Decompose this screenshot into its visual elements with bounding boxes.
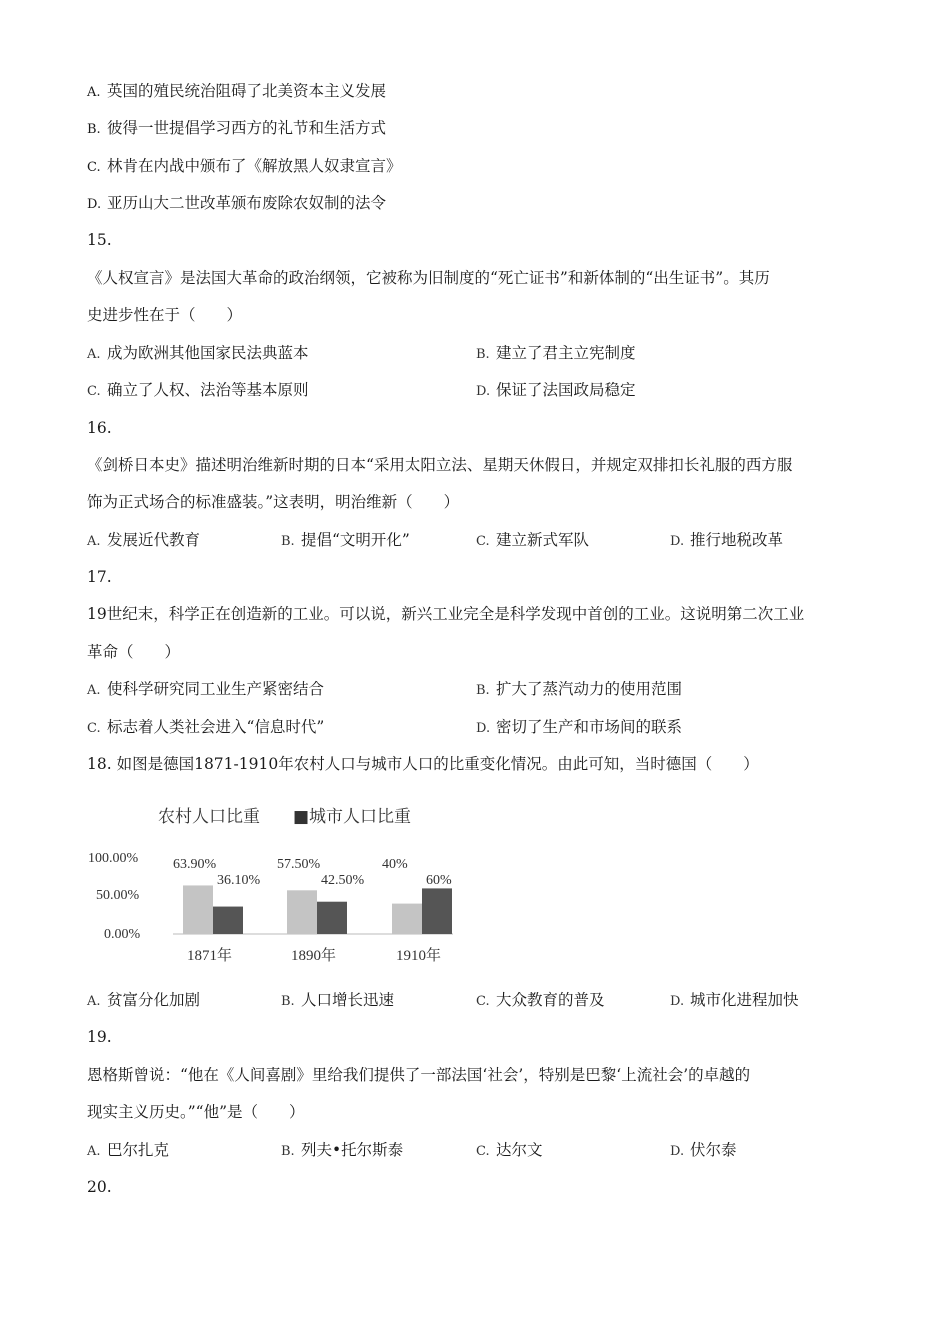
option-letter: B. bbox=[476, 683, 490, 698]
q19-option-b[interactable] bbox=[281, 1139, 403, 1163]
option-letter: B. bbox=[476, 347, 490, 362]
option-letter: C. bbox=[87, 721, 101, 736]
q17-stem-line1: 19世纪末，科学正在创造新的工业。可以说，新兴工业完全是科学发现中首创的工业。这说明第二次工业 bbox=[87, 605, 805, 623]
option-text: 列夫•托尔斯泰 bbox=[301, 1141, 404, 1159]
data-label-rural-1: 57.50% bbox=[277, 857, 321, 872]
population-chart bbox=[88, 798, 468, 970]
bar-rural-1 bbox=[287, 890, 317, 934]
q20-number: 20. bbox=[87, 1178, 112, 1196]
option-text: 建立新式军队 bbox=[496, 531, 590, 549]
category-label-2: 1910年 bbox=[396, 948, 442, 964]
legend-rural: 农村人口比重 bbox=[158, 807, 260, 827]
category-label-0: 1871年 bbox=[187, 948, 233, 964]
option-letter: B. bbox=[87, 122, 101, 137]
option-letter: A. bbox=[87, 1144, 101, 1159]
q16-option-a[interactable] bbox=[87, 529, 200, 553]
q19-option-d[interactable] bbox=[670, 1139, 737, 1163]
q17-option-a[interactable] bbox=[87, 678, 324, 702]
q19-stem-line1: 恩格斯曾说：“他在《人间喜剧》里给我们提供了一部法国‘社会’，特别是巴黎‘上流社会’的卓越的 bbox=[87, 1066, 751, 1084]
q16-option-b[interactable] bbox=[281, 529, 410, 553]
q15-option-a[interactable] bbox=[87, 342, 309, 366]
q15-option-b[interactable] bbox=[476, 342, 636, 366]
option-letter: D. bbox=[670, 1144, 685, 1159]
data-label-urban-0: 36.10% bbox=[217, 873, 261, 888]
q15-stem-line1: 《人权宣言》是法国大革命的政治纲领，它被称为旧制度的“死亡证书”和新体制的“出生证书”。其历 bbox=[87, 269, 770, 287]
q17-number: 17. bbox=[87, 568, 112, 586]
option-text: 密切了生产和市场间的联系 bbox=[496, 718, 683, 736]
q16-option-c[interactable] bbox=[476, 529, 589, 553]
option-text: 提倡“文明开化” bbox=[301, 531, 410, 549]
data-label-rural-0: 63.90% bbox=[173, 857, 217, 872]
option-letter: D. bbox=[476, 721, 491, 736]
option-text: 林肯在内战中颁布了《解放黑人奴隶宣言》 bbox=[107, 157, 402, 175]
option-text: 达尔文 bbox=[496, 1141, 543, 1159]
q18-stem: 18. 如图是德国1871-1910年农村人口与城市人口的比重变化情况。由此可知，当时德国（ ） bbox=[87, 755, 759, 773]
option-letter: B. bbox=[281, 534, 295, 549]
option-letter: C. bbox=[476, 534, 490, 549]
y-tick-100: 100.00% bbox=[88, 851, 139, 866]
option-letter: D. bbox=[670, 534, 685, 549]
option-text: 城市化进程加快 bbox=[690, 991, 799, 1009]
q16-stem-line1: 《剑桥日本史》描述明治维新时期的日本“采用太阳立法、星期天休假日，并规定双排扣长礼服的西方服 bbox=[87, 456, 793, 474]
data-label-urban-2: 60% bbox=[426, 873, 452, 888]
q14-option-d[interactable] bbox=[87, 192, 386, 216]
q19-option-c[interactable] bbox=[476, 1139, 543, 1163]
q14-option-a[interactable] bbox=[87, 80, 386, 104]
option-letter: D. bbox=[670, 994, 685, 1009]
option-text: 推行地税改革 bbox=[690, 531, 784, 549]
q17-option-d[interactable] bbox=[476, 716, 682, 740]
q14-option-b[interactable] bbox=[87, 117, 386, 141]
q18-option-d[interactable] bbox=[670, 989, 799, 1013]
q15-number: 15. bbox=[87, 231, 112, 249]
bar-urban-1 bbox=[317, 902, 347, 934]
option-letter: B. bbox=[281, 994, 295, 1009]
option-text: 保证了法国政局稳定 bbox=[496, 381, 636, 399]
option-text: 确立了人权、法治等基本原则 bbox=[107, 381, 309, 399]
option-text: 彼得一世提倡学习西方的礼节和生活方式 bbox=[107, 119, 387, 137]
q18-option-a[interactable] bbox=[87, 989, 200, 1013]
q15-stem-line2: 史进步性在于（ ） bbox=[87, 306, 243, 324]
option-letter: C. bbox=[87, 160, 101, 175]
q17-option-c[interactable] bbox=[87, 716, 324, 740]
q17-stem-line2: 革命（ ） bbox=[87, 643, 181, 661]
option-letter: A. bbox=[87, 683, 101, 698]
option-text: 标志着人类社会进入“信息时代” bbox=[107, 718, 325, 736]
option-text: 成为欧洲其他国家民法典蓝本 bbox=[107, 344, 309, 362]
q19-stem-line2: 现实主义历史。”“他”是（ ） bbox=[87, 1103, 305, 1121]
option-text: 亚历山大二世改革颁布废除农奴制的法令 bbox=[107, 194, 387, 212]
y-tick-0: 0.00% bbox=[104, 927, 141, 942]
q19-number: 19. bbox=[87, 1028, 112, 1046]
option-letter: C. bbox=[476, 994, 490, 1009]
option-text: 大众教育的普及 bbox=[496, 991, 605, 1009]
option-text: 贫富分化加剧 bbox=[107, 991, 201, 1009]
q16-number: 16. bbox=[87, 419, 112, 437]
option-letter: B. bbox=[281, 1144, 295, 1159]
data-label-urban-1: 42.50% bbox=[321, 873, 365, 888]
option-text: 伏尔泰 bbox=[690, 1141, 737, 1159]
q15-option-c[interactable] bbox=[87, 379, 309, 403]
option-text: 巴尔扎克 bbox=[107, 1141, 170, 1159]
option-letter: A. bbox=[87, 85, 101, 100]
option-letter: D. bbox=[476, 384, 491, 399]
option-text: 建立了君主立宪制度 bbox=[496, 344, 636, 362]
option-text: 扩大了蒸汽动力的使用范围 bbox=[496, 680, 683, 698]
q16-stem-line2: 饰为正式场合的标准盛装。”这表明，明治维新（ ） bbox=[87, 493, 460, 511]
q16-option-d[interactable] bbox=[670, 529, 783, 553]
option-letter: A. bbox=[87, 534, 101, 549]
q15-option-d[interactable] bbox=[476, 379, 636, 403]
option-letter: C. bbox=[87, 384, 101, 399]
option-letter: A. bbox=[87, 994, 101, 1009]
q19-option-a[interactable] bbox=[87, 1139, 169, 1163]
bar-rural-0 bbox=[183, 885, 213, 934]
option-letter: C. bbox=[476, 1144, 490, 1159]
option-letter: D. bbox=[87, 197, 102, 212]
bar-urban-0 bbox=[213, 907, 243, 934]
option-letter: A. bbox=[87, 347, 101, 362]
q18-option-c[interactable] bbox=[476, 989, 605, 1013]
option-text: 人口增长迅速 bbox=[301, 991, 395, 1009]
option-text: 发展近代教育 bbox=[107, 531, 201, 549]
bar-rural-2 bbox=[392, 904, 422, 934]
data-label-rural-2: 40% bbox=[382, 857, 408, 872]
legend-urban: ■城市人口比重 bbox=[293, 807, 412, 827]
option-text: 使科学研究同工业生产紧密结合 bbox=[107, 680, 325, 698]
option-text: 英国的殖民统治阻碍了北美资本主义发展 bbox=[107, 82, 387, 100]
q17-option-b[interactable] bbox=[476, 678, 682, 702]
q14-option-c[interactable] bbox=[87, 155, 402, 179]
bar-urban-2 bbox=[422, 888, 452, 934]
y-tick-50: 50.00% bbox=[96, 888, 140, 903]
category-label-1: 1890年 bbox=[291, 948, 337, 964]
q18-option-b[interactable] bbox=[281, 989, 394, 1013]
